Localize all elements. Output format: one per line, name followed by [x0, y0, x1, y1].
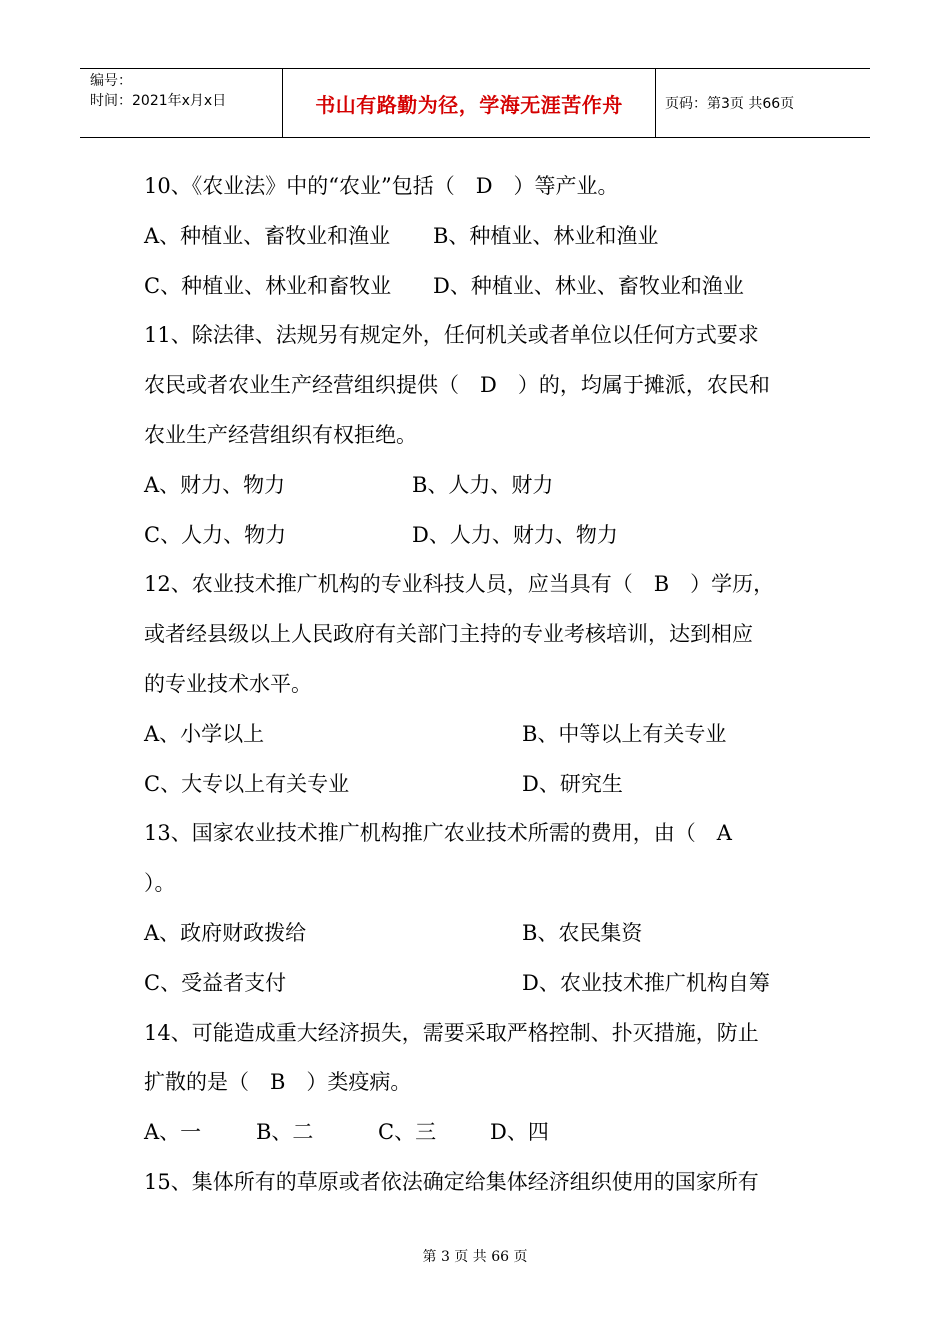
answer-option: B、人力、财力	[412, 472, 554, 497]
question-text-line: 11、除法律、法规另有规定外，任何机关或者单位以任何方式要求	[144, 323, 759, 348]
answer-option: C、三	[378, 1120, 437, 1145]
answer-option: C、大专以上有关专业	[144, 771, 350, 796]
option-row	[144, 465, 824, 515]
question-text-line: 15、集体所有的草原或者依法确定给集体经济组织使用的国家所有	[144, 1169, 759, 1194]
answer-option: D、四	[490, 1120, 549, 1145]
question-text-line: 农民或者农业生产经营组织提供（ D ）的，均属于摊派，农民和	[144, 373, 770, 398]
option-row	[144, 764, 824, 814]
question-text-line: 10、《农业法》中的“农业”包括（ D ）等产业。	[144, 174, 619, 198]
page-footer: 第 3 页 共 66 页	[422, 1249, 528, 1265]
header-page-info: 页码：第3页 共66页	[665, 96, 795, 112]
answer-option: D、农业技术推广机构自筹	[522, 970, 770, 995]
question-text-line: 12、农业技术推广机构的专业科技人员，应当具有（ B ）学历，	[144, 572, 775, 597]
answer-option: C、种植业、林业和畜牧业	[144, 273, 392, 298]
question-text-line: ）。	[144, 871, 176, 896]
question-text-line: 农业生产经营组织有权拒绝。	[144, 422, 417, 447]
option-row	[144, 515, 824, 565]
option-row	[144, 266, 824, 316]
document-time-label: 时间：2021年x月x日	[90, 93, 227, 109]
question-list	[144, 166, 824, 1212]
header-motto-cell	[282, 69, 656, 137]
answer-option: A、政府财政拨给	[144, 920, 307, 945]
answer-option: B、农民集资	[522, 920, 643, 945]
question-text-line: 13、国家农业技术推广机构推广农业技术所需的费用，由（ A	[144, 821, 732, 846]
header-meta	[80, 69, 282, 139]
answer-option: B、中等以上有关专业	[522, 721, 727, 746]
answer-option: A、种植业、畜牧业和渔业	[144, 223, 391, 248]
option-row	[144, 913, 824, 963]
document-number-label: 编号：	[90, 73, 132, 89]
question-text-line: 或者经县级以上人民政府有关部门主持的专业考核培训，达到相应	[144, 622, 753, 647]
option-row	[144, 714, 824, 764]
answer-option: C、人力、物力	[144, 522, 287, 547]
page-header	[80, 68, 870, 138]
option-row	[144, 216, 824, 266]
answer-option: C、受益者支付	[144, 970, 287, 995]
answer-option: A、小学以上	[144, 721, 265, 746]
answer-option: D、种植业、林业、畜牧业和渔业	[433, 273, 744, 298]
question-text-line: 14、可能造成重大经济损失，需要采取严格控制、扑灭措施，防止	[144, 1020, 759, 1045]
answer-option: A、财力、物力	[144, 472, 286, 497]
answer-option: D、研究生	[522, 771, 623, 796]
header-motto: 书山有路勤为径，学海无涯苦作舟	[315, 92, 623, 117]
option-row	[144, 963, 824, 1013]
option-row	[144, 1112, 824, 1162]
question-text-line: 的专业技术水平。	[144, 671, 312, 696]
answer-option: A、一	[144, 1120, 202, 1145]
answer-option: D、人力、财力、物力	[412, 522, 618, 547]
answer-option: B、种植业、林业和渔业	[433, 223, 659, 248]
question-text-line: 扩散的是（ B ）类疫病。	[144, 1070, 412, 1095]
answer-option: B、二	[256, 1120, 314, 1145]
